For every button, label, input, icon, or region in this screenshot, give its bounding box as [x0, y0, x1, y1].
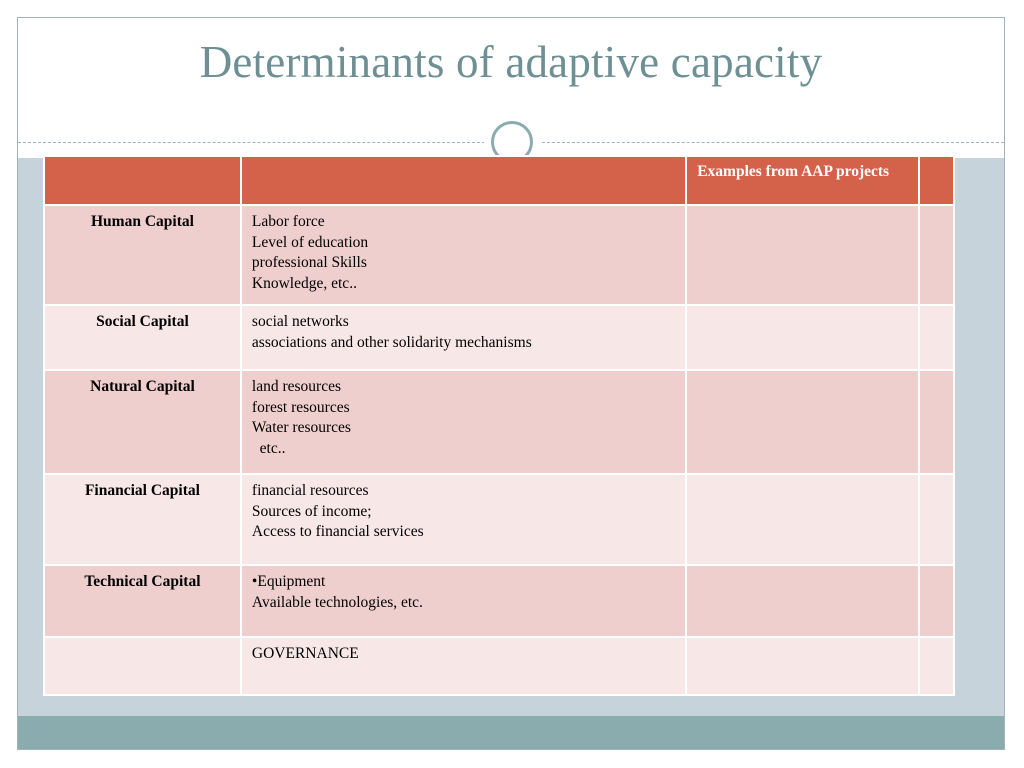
category-cell	[44, 637, 241, 695]
item-text: land resources	[251, 378, 342, 395]
items-cell	[241, 565, 686, 637]
items-cell	[241, 205, 686, 305]
item-text: Water resources	[251, 419, 351, 436]
item-text: etc..	[251, 439, 286, 457]
item-text: Sources of income;	[251, 502, 372, 520]
table-row	[44, 305, 954, 370]
item-text: Level of education	[251, 233, 369, 251]
examples-cell	[686, 474, 919, 565]
item-text: forest resources	[251, 398, 350, 416]
table-row	[44, 565, 954, 637]
extra-cell	[919, 305, 954, 370]
item-text: associations and other solidarity mechanisms	[251, 333, 532, 351]
capital-table	[43, 155, 955, 696]
items-cell	[241, 370, 686, 474]
examples-cell	[686, 565, 919, 637]
item-text: professional Skills	[251, 254, 367, 271]
header-cell-extra	[919, 156, 954, 205]
header-cell-examples: Examples from AAP projects	[686, 156, 919, 205]
item-text: Knowledge, etc..	[251, 274, 357, 292]
item-text: social networks	[251, 313, 349, 330]
table-row	[44, 370, 954, 474]
table-header-row	[44, 156, 954, 205]
table-row	[44, 637, 954, 695]
items-cell	[241, 637, 686, 695]
extra-cell	[919, 205, 954, 305]
extra-cell	[919, 565, 954, 637]
item-text: Labor force	[251, 213, 325, 230]
category-cell: Technical Capital	[44, 565, 241, 637]
footer-bar	[18, 716, 1004, 750]
item-text: Access to financial services	[251, 523, 424, 540]
category-cell: Human Capital	[44, 205, 241, 305]
examples-cell	[686, 305, 919, 370]
table-row	[44, 205, 954, 305]
category-cell: Natural Capital	[44, 370, 241, 474]
items-cell	[241, 474, 686, 565]
category-cell: Financial Capital	[44, 474, 241, 565]
examples-cell	[686, 637, 919, 695]
item-text: Available technologies, etc.	[251, 593, 423, 611]
extra-cell	[919, 370, 954, 474]
item-text: financial resources	[251, 482, 369, 499]
category-cell: Social Capital	[44, 305, 241, 370]
extra-cell	[919, 637, 954, 695]
items-cell	[241, 305, 686, 370]
extra-cell	[919, 474, 954, 565]
examples-cell	[686, 370, 919, 474]
item-text: GOVERNANCE	[251, 645, 359, 662]
header-cell-category	[44, 156, 241, 205]
header-cell-items	[241, 156, 686, 205]
examples-cell	[686, 205, 919, 305]
table-row	[44, 474, 954, 565]
slide-title: Determinants of adaptive capacity	[199, 37, 823, 87]
item-text: •Equipment	[251, 573, 326, 590]
